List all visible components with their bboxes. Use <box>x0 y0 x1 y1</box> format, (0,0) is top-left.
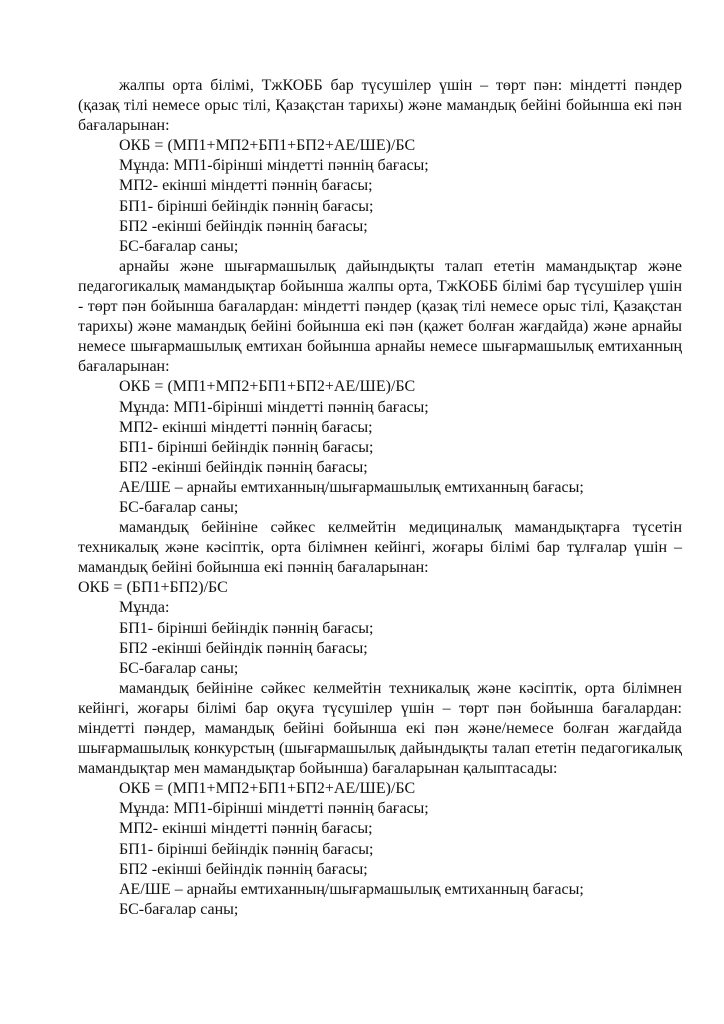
definition-bs: БС-бағалар саны; <box>119 237 239 255</box>
definition-bp1: БП1- бірінші бейіндік пәннің бағасы; <box>119 619 374 637</box>
definition-bs: БС-бағалар саны; <box>119 498 239 516</box>
definition-bp2: БП2 -екінші бейіндік пәннің бағасы; <box>119 639 368 657</box>
formula-okb: ОКБ = (МП1+МП2+БП1+БП2+АЕ/ШЕ)/БС <box>119 378 416 396</box>
formula-okb-profile: ОКБ = (БП1+БП2)/БС <box>78 579 228 597</box>
definition-mp2: МП2- екінші міндетті пәннің бағасы; <box>119 177 373 195</box>
definition-mp2: МП2- екінші міндетті пәннің бағасы; <box>119 820 373 838</box>
paragraph-general-education-applicants: жалпы орта білімі, ТжКОББ бар түсушілер үшін – төрт пән: міндетті пәндер (қазақ тілі немесе орыс тілі, Қазақстан тарихы) және мамандық бейіні бойынша екі пән бағаларынан: <box>78 77 682 135</box>
paragraph-mismatched-profile-applicants: мамандық бейініне сәйкес келмейтін техникалық және кәсіптік, орта білімнен кейінгі, жоғары білімі бар оқуға түсушілер үшін – төрт пән бойынша бағалардан: міндетті пәндер, мамандық бейіні бойынша екі пән және/немесе болған жағдайда шығармашылық конкурстың (шығармашылық дайындықты талап ететін педагогикалық мамандықтар мен мамандықтар бойынша) бағаларынан қалыптасады: <box>78 679 682 778</box>
definition-bs: БС-бағалар саны; <box>119 900 239 918</box>
definition-bp1: БП1- бірінші бейіндік пәннің бағасы; <box>119 840 374 858</box>
definition-mp2: МП2- екінші міндетті пәннің бағасы; <box>119 418 373 436</box>
definition-mp1: Мұнда: МП1-бірінші міндетті пәннің бағасы; <box>119 157 429 175</box>
definition-bp1: БП1- бірінші бейіндік пәннің бағасы; <box>119 197 374 215</box>
definition-bp2: БП2 -екінші бейіндік пәннің бағасы; <box>119 860 368 878</box>
formula-okb: ОКБ = (МП1+МП2+БП1+БП2+АЕ/ШЕ)/БС <box>119 780 416 798</box>
definition-bp2: БП2 -екінші бейіндік пәннің бағасы; <box>119 458 368 476</box>
definition-ae-she: АЕ/ШЕ – арнайы емтиханның/шығармашылық емтиханның бағасы; <box>119 478 584 496</box>
paragraph-medical-applicants: мамандық бейініне сәйкес келмейтін медициналық мамандықтарға түсетін техникалық және кәсіптік, орта білімнен кейінгі, жоғары білімі бар тұлғалар үшін – мамандық бейіні бойынша екі пәннің бағаларынан: <box>78 519 682 577</box>
definition-mp1: Мұнда: МП1-бірінші міндетті пәннің бағасы; <box>119 800 429 818</box>
definition-mp1: Мұнда: МП1-бірінші міндетті пәннің бағасы; <box>119 398 429 416</box>
definition-bp2: БП2 -екінші бейіндік пәннің бағасы; <box>119 217 368 235</box>
definition-bs: БС-бағалар саны; <box>119 659 239 677</box>
definition-bp1: БП1- бірінші бейіндік пәннің бағасы; <box>119 438 374 456</box>
paragraph-creative-pedagogical-applicants: арнайы және шығармашылық дайындықты талап ететін мамандықтар және педагогикалық мамандықтар бойынша жалпы орта, ТжКОББ білімі бар түсушілер үшін - төрт пән бойынша бағалардан: міндетті пәндер (қазақ тілі немесе орыс тілі, Қазақстан тарихы) және мамандық бейіні бойынша екі пән (қажет болған жағдайда) және арнайы немесе шығармашылық емтихан бойынша арнайы немесе шығармашылық емтиханның бағаларынан: <box>78 257 682 376</box>
definition-intro: Мұнда: <box>119 599 170 617</box>
definition-ae-she: АЕ/ШЕ – арнайы емтиханның/шығармашылық емтиханның бағасы; <box>119 880 584 898</box>
document-page <box>78 76 682 920</box>
formula-okb: ОКБ = (МП1+МП2+БП1+БП2+АЕ/ШЕ)/БС <box>119 137 416 155</box>
